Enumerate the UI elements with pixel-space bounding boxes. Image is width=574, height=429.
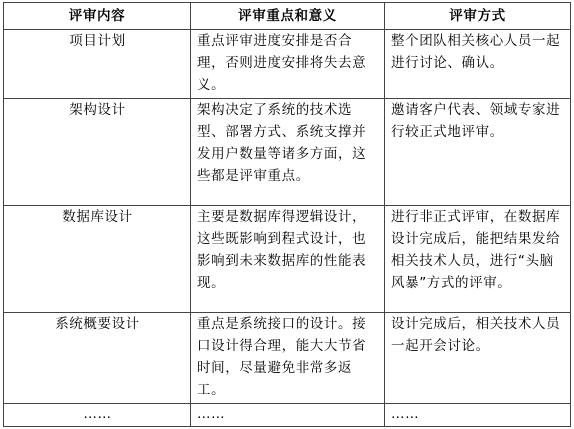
- header-review-focus: 评审重点和意义: [191, 3, 385, 30]
- review-table: [3, 2, 571, 427]
- row-item: 架构设计: [4, 99, 191, 206]
- row-method: 设计完成后，相关技术人员一起开会讨论。: [385, 313, 571, 404]
- row-method: ……: [385, 404, 571, 427]
- row-method: 整个团队相关核心人员一起进行讨论、确认。: [385, 30, 571, 99]
- row-focus: 主要是数据库得逻辑设计，这些既影响到程式设计，也影响到未来数据库的性能表现。: [191, 206, 385, 313]
- row-item: 项目计划: [4, 30, 191, 99]
- table-row: [4, 30, 571, 99]
- table-header-row: [4, 3, 571, 30]
- row-item: ……: [4, 404, 191, 427]
- table-row: [4, 404, 571, 427]
- header-review-method: 评审方式: [385, 3, 571, 30]
- row-focus: 重点是系统接口的设计。接口设计得合理，能大大节省时间，尽量避免非常多返工。: [191, 313, 385, 404]
- header-review-content: 评审内容: [4, 3, 191, 30]
- row-focus: 架构决定了系统的技术选型、部署方式、系统支撑并发用户数量等诸多方面，这些都是评审重点。: [191, 99, 385, 206]
- row-method: 进行非正式评审，在数据库设计完成后，能把结果发给相关技术人员，进行“头脑风暴”方式的评审。: [385, 206, 571, 313]
- row-item: 数据库设计: [4, 206, 191, 313]
- table-row: [4, 313, 571, 404]
- row-item: 系统概要设计: [4, 313, 191, 404]
- row-method: 邀请客户代表、领域专家进行较正式地评审。: [385, 99, 571, 206]
- table-row: [4, 99, 571, 206]
- row-focus: ……: [191, 404, 385, 427]
- table-row: [4, 206, 571, 313]
- row-focus: 重点评审进度安排是否合理，否则进度安排将失去意义。: [191, 30, 385, 99]
